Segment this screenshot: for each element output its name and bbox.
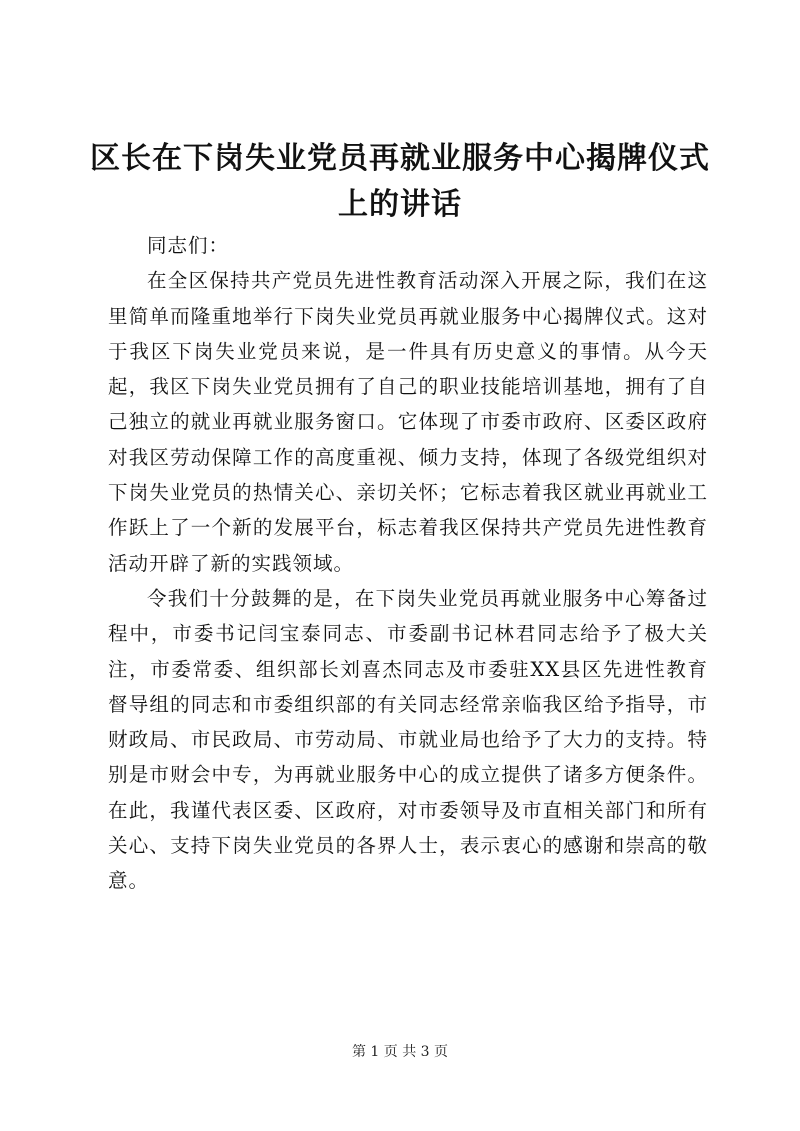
title-line-1: 区长在下岗失业党员再就业服务中心揭牌仪式 — [90, 141, 710, 176]
paragraph-2: 令我们十分鼓舞的是，在下岗失业党员再就业服务中心筹备过程中，市委书记闫宝泰同志、市委副书记林君同志给予了极大关注，市委常委、组织部长刘喜杰同志及市委驻XX县区先进性教育督导组的同志和市委组织部的有关同志经常亲临我区给予指导，市财政局、市民政局、市劳动局、市就业局也给予了大力的支持。特别是市财会中专，为再就业服务中心的成立提供了诸多方便条件。在此，我谨代表区委、区政府，对市委领导及市直相关部门和所有关心、支持下岗失业党员的各界人士，表示衷心的感谢和崇高的敬意。 — [108, 586, 708, 893]
title-line-2: 上的讲话 — [338, 187, 462, 222]
page-footer: 第 1 页 共 3 页 — [351, 1044, 449, 1060]
paragraph-1: 在全区保持共产党员先进性教育活动深入开展之际，我们在这里简单而隆重地举行下岗失业党员再就业服务中心揭牌仪式。这对于我区下岗失业党员来说，是一件具有历史意义的事情。从今天起，我区下岗失业党员拥有了自己的职业技能培训基地，拥有了自己独立的就业再就业服务窗口。它体现了市委市政府、区委区政府对我区劳动保障工作的高度重视、倾力支持，体现了各级党组织对下岗失业党员的热情关心、亲切关怀；它标志着我区就业再就业工作跃上了一个新的发展平台，标志着我区保持共产党员先进性教育活动开辟了新的实践领域。 — [108, 269, 708, 575]
document-body — [108, 228, 708, 899]
document-title — [90, 136, 710, 228]
greeting: 同志们： — [147, 234, 230, 257]
